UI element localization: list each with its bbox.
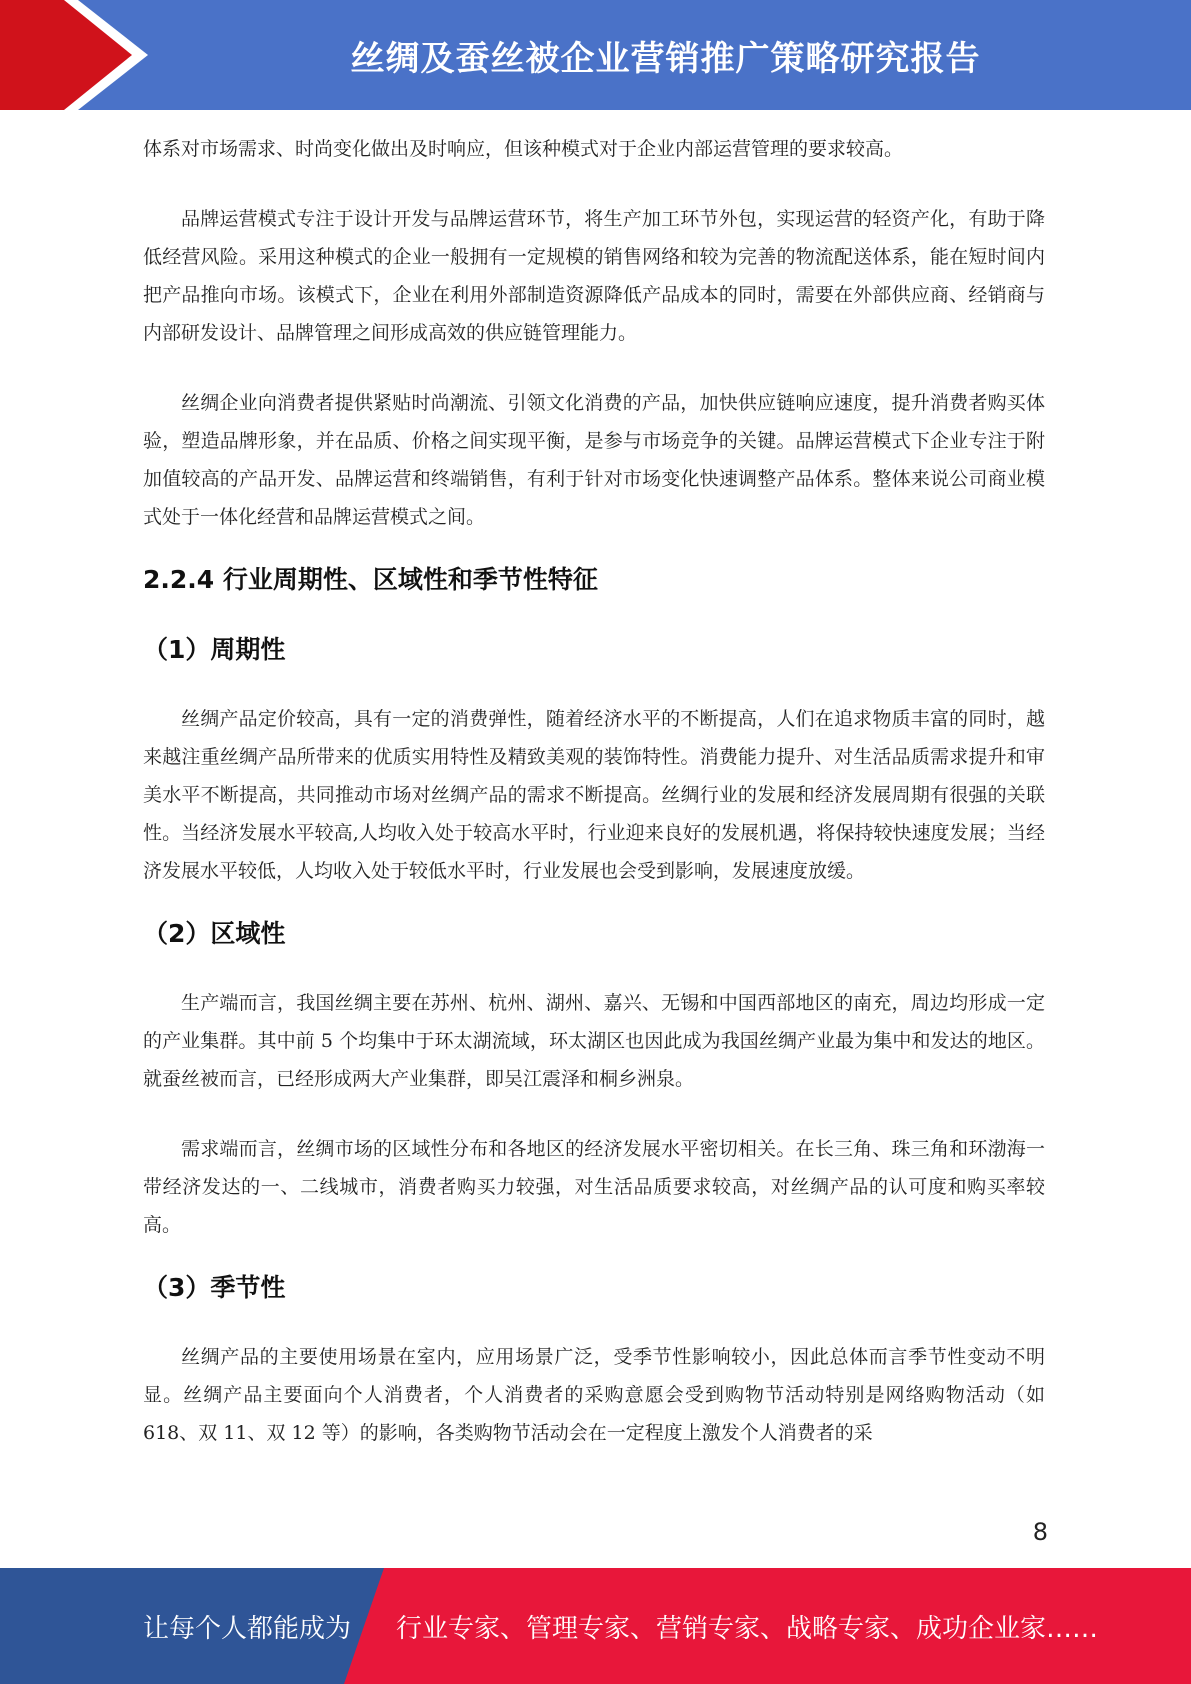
paragraph-continuation: 体系对市场需求、时尚变化做出及时响应，但该种模式对于企业内部运营管理的要求较高。 xyxy=(143,138,904,160)
subheading-regionality: （2）区域性 xyxy=(143,919,286,948)
header-title: 丝绸及蚕丝被企业营销推广策略研究报告 xyxy=(350,38,981,79)
paragraph-competition: 丝绸企业向消费者提供紧贴时尚潮流、引领文化消费的产品，加快供应链响应速度，提升消费者购买体验，塑造品牌形象，并在品质、价格之间实现平衡，是参与市场竞争的关键。品牌运营模式下企业专注于附加值较高的产品开发、品牌运营和终端销售，有利于针对市场变化快速调整产品体系。整体来说公司商业模式处于一体化经营和品牌运营模式之间。 xyxy=(143,392,1045,528)
paragraph-cyclicality: 丝绸产品定价较高，具有一定的消费弹性，随着经济水平的不断提高，人们在追求物质丰富的同时，越来越注重丝绸产品所带来的优质实用特性及精致美观的装饰特性。消费能力提升、对生活品质需求提升和审美水平不断提高，共同推动市场对丝绸产品的需求不断提高。丝绸行业的发展和经济发展周期有很强的关联性。当经济发展水平较高,人均收入处于较高水平时，行业迎来良好的发展机遇，将保持较快速度发展；当经济发展水平较低，人均收入处于较低水平时，行业发展也会受到影响，发展速度放缓。 xyxy=(143,708,1045,882)
paragraph-supply-side: 生产端而言，我国丝绸主要在苏州、杭州、湖州、嘉兴、无锡和中国西部地区的南充，周边均形成一定的产业集群。其中前 5 个均集中于环太湖流域，环太湖区也因此成为我国丝绸产业最为集中和发达的地区。就蚕丝被而言，已经形成两大产业集群，即吴江震泽和桐乡洲泉。 xyxy=(143,992,1045,1090)
footer-slogan-right: 行业专家、管理专家、营销专家、战略专家、成功企业家…… xyxy=(396,1613,1099,1644)
page-footer xyxy=(0,1568,1191,1684)
page-number: 8 xyxy=(1032,1518,1048,1546)
section-heading: 2.2.4 行业周期性、区域性和季节性特征 xyxy=(143,565,598,594)
paragraph-seasonality: 丝绸产品的主要使用场景在室内，应用场景广泛，受季节性影响较小，因此总体而言季节性变动不明显。丝绸产品主要面向个人消费者，个人消费者的采购意愿会受到购物节活动特别是网络购物活动（如 618、双 11、双 12 等）的影响，各类购物节活动会在一定程度上激发个人消费者的采 xyxy=(143,1346,1045,1444)
paragraph-brand-operation: 品牌运营模式专注于设计开发与品牌运营环节，将生产加工环节外包，实现运营的轻资产化，有助于降低经营风险。采用这种模式的企业一般拥有一定规模的销售网络和较为完善的物流配送体系，能在短时间内把产品推向市场。该模式下，企业在利用外部制造资源降低产品成本的同时，需要在外部供应商、经销商与内部研发设计、品牌管理之间形成高效的供应链管理能力。 xyxy=(143,208,1045,344)
paragraph-demand-side: 需求端而言，丝绸市场的区域性分布和各地区的经济发展水平密切相关。在长三角、珠三角和环渤海一带经济发达的一、二线城市，消费者购买力较强，对生活品质要求较高，对丝绸产品的认可度和购买率较高。 xyxy=(143,1138,1045,1236)
footer-slogan-left: 让每个人都能成为 xyxy=(143,1613,352,1644)
subheading-cyclicality: （1）周期性 xyxy=(143,635,286,664)
page-header xyxy=(0,0,1191,110)
subheading-seasonality: （3）季节性 xyxy=(143,1273,286,1302)
document-body xyxy=(143,130,1045,1452)
